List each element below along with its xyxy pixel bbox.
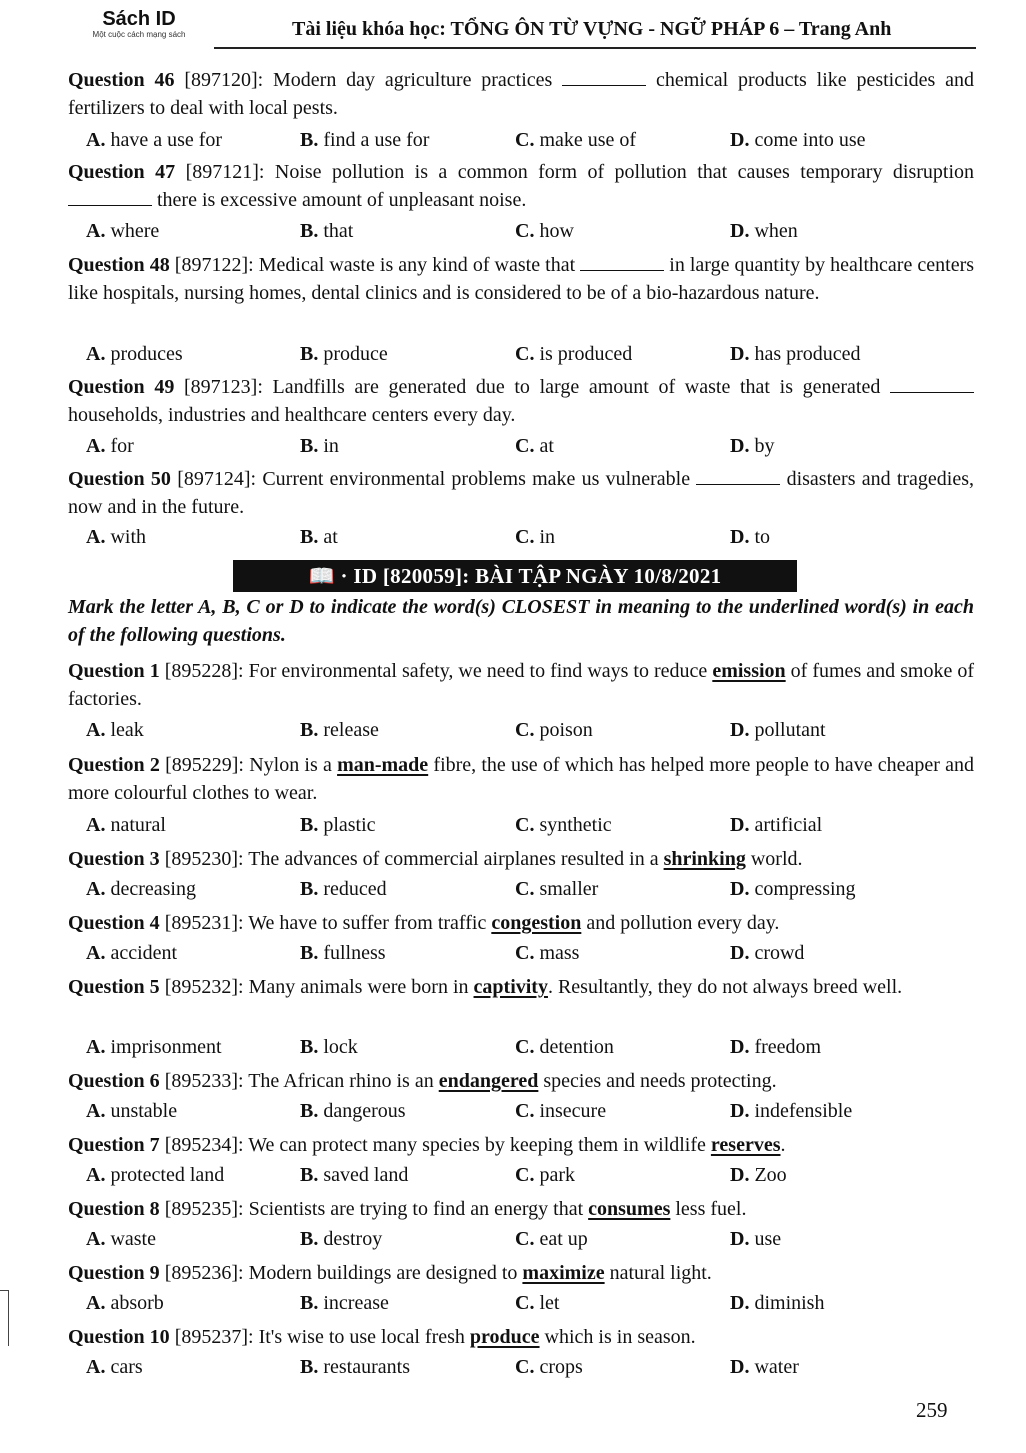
underlined-word: produce bbox=[469, 1326, 540, 1348]
question-text: It's wise to use local fresh bbox=[258, 1326, 465, 1348]
option-a: A. decreasing bbox=[86, 878, 196, 900]
options-row bbox=[86, 1225, 966, 1253]
option-d: D. water bbox=[730, 1356, 799, 1378]
option-d: D. has produced bbox=[730, 343, 861, 365]
question-text: world. bbox=[750, 848, 803, 870]
question-id: [897121]: bbox=[185, 161, 265, 183]
question-50 bbox=[68, 465, 974, 521]
option-d: D. indefensible bbox=[730, 1100, 853, 1122]
question-2 bbox=[68, 751, 974, 807]
options-row bbox=[86, 1161, 966, 1189]
question-label: Question 3 bbox=[68, 848, 160, 870]
question-id: [897123]: bbox=[184, 376, 263, 398]
option-c: C. how bbox=[515, 220, 574, 242]
underlined-word: consumes bbox=[588, 1198, 671, 1220]
underlined-word: endangered bbox=[438, 1070, 539, 1092]
option-b: B. release bbox=[300, 719, 379, 741]
option-c: C. poison bbox=[515, 719, 593, 741]
question-text: natural light. bbox=[609, 1262, 712, 1284]
question-label: Question 47 bbox=[68, 161, 176, 183]
option-c: C. insecure bbox=[515, 1100, 607, 1122]
option-d: D. pollutant bbox=[730, 719, 826, 741]
question-text: in large quantity by healthcare centers like hospitals, nursing homes, dental clinics and is considered to be of a bio-hazardous nature. bbox=[68, 254, 975, 304]
question-text: there is excessive amount of unpleasant noise. bbox=[157, 189, 527, 211]
option-b: B. lock bbox=[300, 1036, 358, 1058]
option-c: C. smaller bbox=[515, 878, 599, 900]
brand-name: Sách ID bbox=[102, 8, 176, 30]
option-c: C. let bbox=[515, 1292, 560, 1314]
option-b: B. restaurants bbox=[300, 1356, 410, 1378]
option-a: A. imprisonment bbox=[86, 1036, 222, 1058]
question-label: Question 48 bbox=[68, 254, 170, 276]
option-b: B. that bbox=[300, 220, 354, 242]
option-b: B. plastic bbox=[300, 814, 376, 836]
option-b: B. increase bbox=[300, 1292, 389, 1314]
question-label: Question 1 bbox=[68, 660, 160, 682]
option-d: D. use bbox=[730, 1228, 782, 1250]
question-47 bbox=[68, 158, 974, 214]
question-id: [895236]: bbox=[164, 1262, 244, 1284]
option-d: D. to bbox=[730, 526, 771, 548]
margin-mark bbox=[0, 1290, 9, 1346]
question-id: [895229]: bbox=[165, 754, 244, 776]
options-row bbox=[86, 939, 966, 967]
question-text: Scientists are trying to find an energy that bbox=[248, 1198, 584, 1220]
option-c: C. detention bbox=[515, 1036, 614, 1058]
question-text: Current environmental problems make us vulnerable bbox=[262, 468, 691, 490]
option-a: A. protected land bbox=[86, 1164, 225, 1186]
option-b: B. saved land bbox=[300, 1164, 409, 1186]
option-d: D. by bbox=[730, 435, 775, 457]
option-b: B. reduced bbox=[300, 878, 387, 900]
option-c: C. make use of bbox=[515, 129, 637, 151]
option-c: C. eat up bbox=[515, 1228, 588, 1250]
question-label: Question 4 bbox=[68, 912, 160, 934]
question-id: [895230]: bbox=[164, 848, 244, 870]
header-divider bbox=[214, 47, 976, 49]
options-row bbox=[86, 875, 966, 903]
option-a: A. for bbox=[86, 435, 134, 457]
question-49 bbox=[68, 373, 974, 429]
options-row bbox=[86, 126, 966, 154]
course-title: Tài liệu khóa học: TỔNG ÔN TỪ VỰNG - NGỮ PHÁP 6 – Trang Anh bbox=[292, 18, 892, 40]
question-text: Noise pollution is a common form of pollution that causes temporary disruption bbox=[274, 161, 974, 183]
answer-blank bbox=[68, 187, 152, 206]
question-text: chemical products like pesticides and fertilizers to deal with local pests. bbox=[68, 69, 975, 119]
question-1 bbox=[68, 657, 974, 713]
question-label: Question 9 bbox=[68, 1262, 160, 1284]
option-d: D. freedom bbox=[730, 1036, 822, 1058]
answer-blank bbox=[696, 466, 780, 485]
question-text: species and needs protecting. bbox=[543, 1070, 777, 1092]
section-banner: 📖 · ID [820059]: BÀI TẬP NGÀY 10/8/2021 bbox=[233, 560, 797, 592]
options-row bbox=[86, 716, 966, 744]
question-label: Question 5 bbox=[68, 976, 160, 998]
question-6 bbox=[68, 1067, 974, 1095]
brand-logo bbox=[64, 8, 214, 40]
options-row bbox=[86, 1033, 966, 1061]
option-a: A. absorb bbox=[86, 1292, 164, 1314]
question-46 bbox=[68, 66, 974, 122]
underlined-word: man-made bbox=[337, 754, 429, 776]
option-d: D. compressing bbox=[730, 878, 856, 900]
option-c: C. in bbox=[515, 526, 556, 548]
question-text: The advances of commercial airplanes resulted in a bbox=[248, 848, 659, 870]
question-text: The African rhino is an bbox=[248, 1070, 434, 1092]
question-label: Question 50 bbox=[68, 468, 171, 490]
question-text: . Resultantly, they do not always breed well. bbox=[547, 976, 903, 998]
question-label: Question 49 bbox=[68, 376, 175, 398]
underlined-word: congestion bbox=[491, 912, 582, 934]
question-text: which is in season. bbox=[544, 1326, 696, 1348]
option-b: B. produce bbox=[300, 343, 388, 365]
option-c: C. crops bbox=[515, 1356, 583, 1378]
question-9 bbox=[68, 1259, 974, 1287]
question-id: [897120]: bbox=[184, 69, 264, 91]
option-b: B. fullness bbox=[300, 942, 386, 964]
option-d: D. Zoo bbox=[730, 1164, 787, 1186]
question-label: Question 6 bbox=[68, 1070, 160, 1092]
question-text: We have to suffer from traffic bbox=[248, 912, 487, 934]
question-8 bbox=[68, 1195, 974, 1223]
question-text: disasters and tragedies, now and in the future. bbox=[68, 468, 975, 518]
option-a: A. have a use for bbox=[86, 129, 223, 151]
options-row bbox=[86, 217, 966, 245]
question-text: Modern day agriculture practices bbox=[273, 69, 553, 91]
options-row bbox=[86, 1289, 966, 1317]
question-text: households, industries and healthcare centers every day. bbox=[68, 404, 516, 426]
option-d: D. come into use bbox=[730, 129, 866, 151]
underlined-word: shrinking bbox=[663, 848, 746, 870]
options-row bbox=[86, 523, 966, 551]
question-id: [897122]: bbox=[174, 254, 254, 276]
option-d: D. artificial bbox=[730, 814, 823, 836]
question-text: and pollution every day. bbox=[586, 912, 780, 934]
question-text: Medical waste is any kind of waste that bbox=[258, 254, 576, 276]
question-10 bbox=[68, 1323, 974, 1351]
question-id: [895232]: bbox=[164, 976, 244, 998]
option-b: B. at bbox=[300, 526, 338, 548]
option-a: A. leak bbox=[86, 719, 144, 741]
underlined-word: reserves bbox=[710, 1134, 781, 1156]
answer-blank bbox=[580, 252, 664, 271]
options-row bbox=[86, 1097, 966, 1125]
question-label: Question 10 bbox=[68, 1326, 170, 1348]
options-row bbox=[86, 432, 966, 460]
question-text: For environmental safety, we need to find ways to reduce bbox=[248, 660, 708, 682]
question-id: [895233]: bbox=[164, 1070, 244, 1092]
options-row bbox=[86, 1353, 966, 1381]
options-row bbox=[86, 340, 966, 368]
question-id: [895235]: bbox=[164, 1198, 244, 1220]
question-id: [895228]: bbox=[164, 660, 244, 682]
option-a: A. unstable bbox=[86, 1100, 178, 1122]
question-text: . bbox=[780, 1134, 786, 1156]
underlined-word: captivity bbox=[473, 976, 548, 998]
question-id: [895234]: bbox=[164, 1134, 244, 1156]
question-5 bbox=[68, 973, 974, 1001]
page-number: 259 bbox=[916, 1398, 948, 1422]
question-label: Question 7 bbox=[68, 1134, 160, 1156]
option-c: C. at bbox=[515, 435, 554, 457]
question-3 bbox=[68, 845, 974, 873]
option-c: C. mass bbox=[515, 942, 580, 964]
option-d: D. crowd bbox=[730, 942, 805, 964]
question-label: Question 2 bbox=[68, 754, 160, 776]
question-label: Question 46 bbox=[68, 69, 175, 91]
option-b: B. destroy bbox=[300, 1228, 383, 1250]
question-text: We can protect many species by keeping them in wildlife bbox=[248, 1134, 706, 1156]
answer-blank bbox=[562, 67, 646, 86]
question-text: of fumes and smoke of factories. bbox=[68, 660, 975, 710]
underlined-word: emission bbox=[712, 660, 786, 682]
brand-slogan: Một cuộc cách mạng sách bbox=[92, 30, 186, 39]
option-a: A. cars bbox=[86, 1356, 143, 1378]
question-4 bbox=[68, 909, 974, 937]
option-c: C. park bbox=[515, 1164, 575, 1186]
option-d: D. when bbox=[730, 220, 798, 242]
question-text: Landfills are generated due to large amount of waste that is generated bbox=[272, 376, 881, 398]
question-text: Modern buildings are designed to bbox=[248, 1262, 518, 1284]
question-id: [895231]: bbox=[164, 912, 244, 934]
question-id: [897124]: bbox=[177, 468, 257, 490]
section-instruction: Mark the letter A, B, C or D to indicate the word(s) CLOSEST in meaning to the underlined word(s) in each of the following questions. bbox=[68, 596, 974, 646]
option-b: B. in bbox=[300, 435, 339, 457]
underlined-word: maximize bbox=[522, 1262, 605, 1284]
option-a: A. accident bbox=[86, 942, 178, 964]
question-text: Nylon is a bbox=[249, 754, 332, 776]
option-a: A. where bbox=[86, 220, 160, 242]
question-48 bbox=[68, 251, 974, 307]
answer-blank bbox=[890, 374, 974, 393]
option-a: A. with bbox=[86, 526, 147, 548]
option-a: A. waste bbox=[86, 1228, 156, 1250]
option-c: C. is produced bbox=[515, 343, 633, 365]
question-id: [895237]: bbox=[174, 1326, 254, 1348]
question-label: Question 8 bbox=[68, 1198, 160, 1220]
question-text: Many animals were born in bbox=[248, 976, 469, 998]
question-text: less fuel. bbox=[675, 1198, 747, 1220]
option-b: B. find a use for bbox=[300, 129, 430, 151]
option-d: D. diminish bbox=[730, 1292, 825, 1314]
option-b: B. dangerous bbox=[300, 1100, 406, 1122]
option-a: A. natural bbox=[86, 814, 166, 836]
option-a: A. produces bbox=[86, 343, 183, 365]
option-c: C. synthetic bbox=[515, 814, 612, 836]
question-7 bbox=[68, 1131, 974, 1159]
options-row bbox=[86, 811, 966, 839]
question-text: fibre, the use of which has helped more people to have cheaper and more colourful clothes to wear. bbox=[68, 754, 975, 804]
